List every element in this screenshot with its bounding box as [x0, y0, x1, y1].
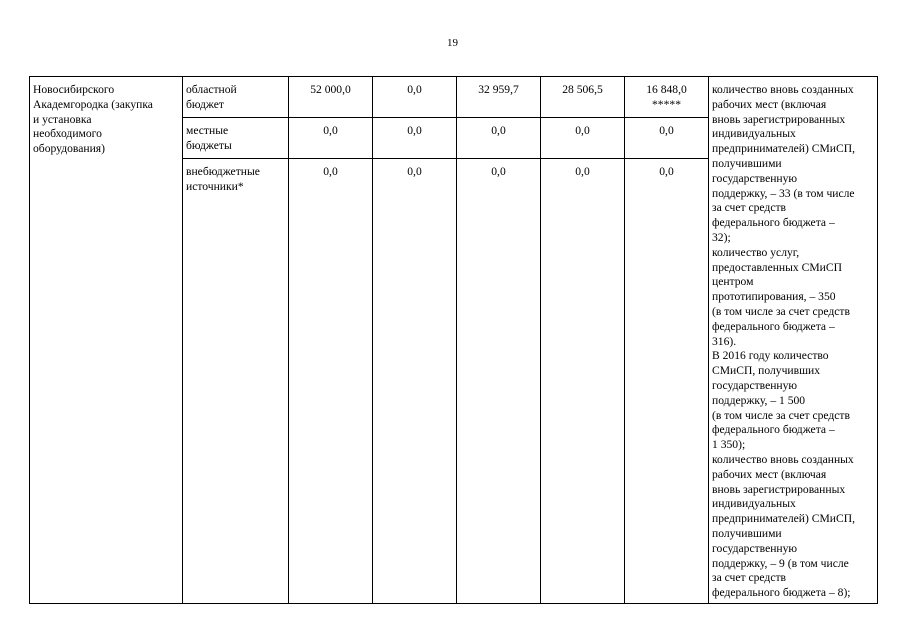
description-line: 1 350);: [712, 438, 746, 452]
table-row-regional-budget: [30, 77, 878, 118]
value-cell: [625, 77, 709, 118]
description-line: за счет средств: [712, 201, 787, 215]
description-line: индивидуальных: [712, 127, 796, 141]
description-line: рабочих мест (включая: [712, 467, 827, 481]
description-line: предпринимателей) СМиСП,: [712, 512, 855, 526]
description-line: государственную: [712, 378, 798, 392]
funding-source-label: внебюджетные: [186, 165, 260, 178]
description-line: получившими: [712, 156, 782, 170]
value-cell: 0,0: [289, 159, 373, 604]
description-line: поддержку, – 1 500: [712, 393, 806, 407]
description-line: поддержку, – 33 (в том числе: [712, 186, 855, 200]
funding-source-label: бюджет: [186, 97, 224, 111]
event-name-line: и установка: [33, 112, 92, 126]
value-cell: 28 506,5: [541, 77, 625, 118]
value-cell: 0,0: [373, 77, 457, 118]
description-line: индивидуальных: [712, 497, 796, 511]
value-cell: 0,0: [457, 159, 541, 604]
description-line: федерального бюджета –: [712, 216, 835, 230]
budget-table: [29, 76, 878, 604]
event-name-line: необходимого: [33, 127, 102, 141]
value-text: 16 848,0: [646, 83, 687, 96]
description-line: количество вновь созданных: [712, 83, 854, 96]
funding-source-cell: [183, 118, 289, 159]
event-name-line: Новосибирского: [33, 83, 115, 96]
value-cell: 0,0: [541, 118, 625, 159]
description-line: 32);: [712, 230, 731, 244]
description-line: получившими: [712, 526, 782, 540]
description-line: количество услуг,: [712, 245, 800, 259]
description-line: рабочих мест (включая: [712, 97, 827, 111]
description-line: федерального бюджета –: [712, 319, 835, 333]
description-line: предоставленных СМиСП: [712, 260, 842, 274]
description-line: предпринимателей) СМиСП,: [712, 142, 855, 156]
funding-source-label: областной: [186, 83, 237, 96]
description-line: вновь зарегистрированных: [712, 482, 846, 496]
description-line: государственную: [712, 171, 798, 185]
description-line: (в том числе за счет средств: [712, 408, 850, 422]
value-cell: 0,0: [625, 159, 709, 604]
value-cell: 32 959,7: [457, 77, 541, 118]
funding-source-label: местные: [186, 124, 229, 137]
footnote-marker: *****: [652, 97, 681, 111]
description-line: вновь зарегистрированных: [712, 112, 846, 126]
value-cell: 0,0: [625, 118, 709, 159]
funding-source-label: источники*: [186, 179, 244, 193]
event-name-cell: [30, 77, 183, 604]
description-line: государственную: [712, 541, 798, 555]
value-cell: 52 000,0: [289, 77, 373, 118]
event-name-line: Академгородка (закупка: [33, 97, 153, 111]
value-cell: 0,0: [289, 118, 373, 159]
value-cell: 0,0: [373, 118, 457, 159]
value-cell: 0,0: [541, 159, 625, 604]
description-line: центром: [712, 275, 754, 289]
description-line: 316).: [712, 334, 737, 348]
description-line: федерального бюджета –: [712, 423, 835, 437]
event-name-line: оборудования): [33, 142, 105, 156]
description-line: количество вновь созданных: [712, 452, 854, 466]
page-number: 19: [447, 37, 458, 49]
result-description-cell: [709, 77, 878, 604]
description-line: (в том числе за счет средств: [712, 304, 850, 318]
description-line: СМиСП, получивших: [712, 364, 821, 378]
description-line: федерального бюджета – 8);: [712, 586, 851, 600]
value-cell: 0,0: [373, 159, 457, 604]
description-line: за счет средств: [712, 571, 787, 585]
value-cell: 0,0: [457, 118, 541, 159]
funding-source-cell: [183, 159, 289, 604]
funding-source-cell: [183, 77, 289, 118]
description-line: поддержку, – 9 (в том числе: [712, 556, 849, 570]
description-line: прототипирования, – 350: [712, 290, 836, 304]
funding-source-label: бюджеты: [186, 138, 232, 152]
description-line: В 2016 году количество: [712, 349, 829, 363]
